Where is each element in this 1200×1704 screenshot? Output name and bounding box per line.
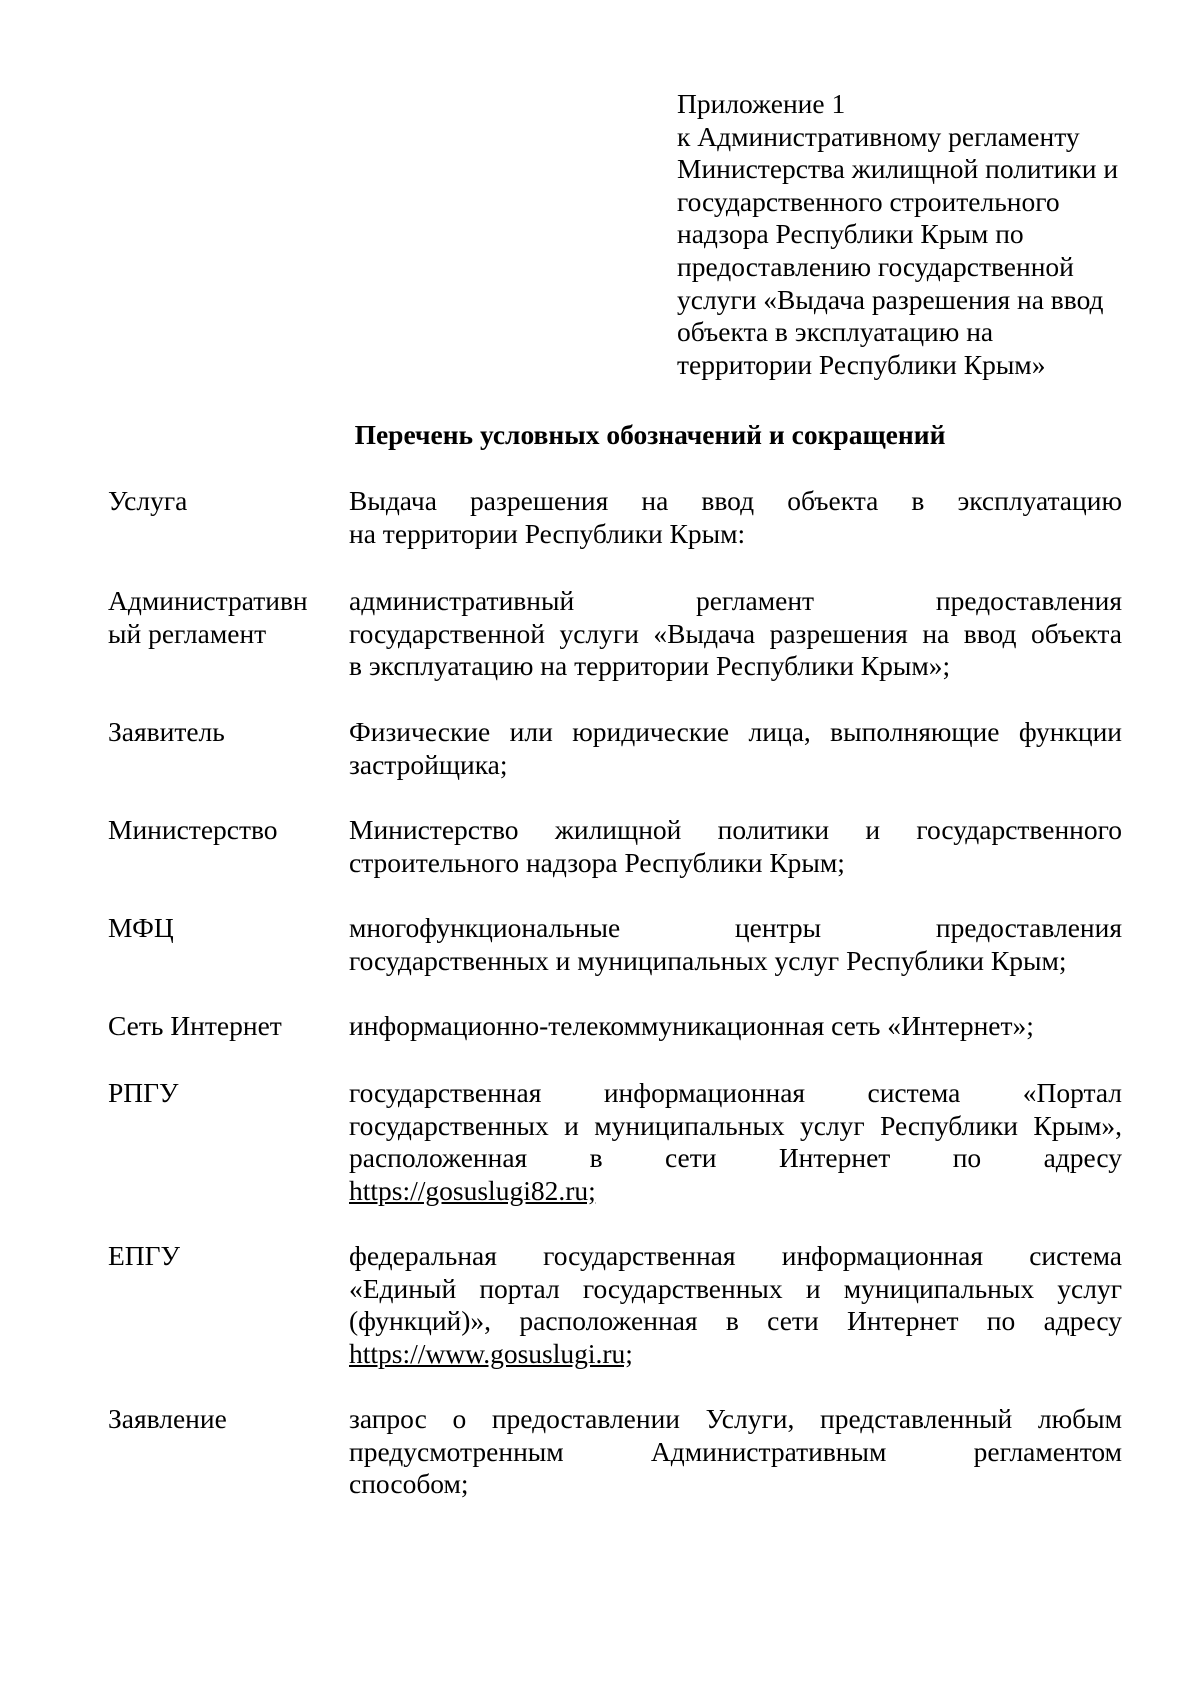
glossary-definition: [349, 912, 1122, 977]
term-line: Заявление: [108, 1403, 227, 1434]
definition-line: Министерство жилищной политики и государственного: [349, 814, 1122, 845]
term-line: МФЦ: [108, 912, 174, 943]
rpgu-link[interactable]: https://gosuslugi82.ru;: [349, 1174, 596, 1206]
glossary-definition: [349, 485, 1122, 550]
appendix-line: территории Республики Крым»: [677, 348, 1046, 380]
definition-line: многофункциональные центры предоставления: [349, 912, 1122, 943]
definition-line: на территории Республики Крым:: [349, 517, 746, 549]
glossary-term: [108, 814, 323, 847]
term-line: ЕПГУ: [108, 1240, 181, 1271]
glossary-term: [108, 912, 323, 945]
glossary-term: [108, 585, 323, 650]
definition-line: административный регламент предоставления: [349, 585, 1122, 616]
glossary-term: [108, 716, 323, 749]
glossary-term: [108, 1010, 323, 1043]
term-line: Административн: [108, 585, 308, 616]
definition-line: Выдача разрешения на ввод объекта в эксплуатацию: [349, 485, 1122, 516]
definition-line: государственной услуги «Выдача разрешения на ввод объекта: [349, 617, 1122, 649]
definition-line: строительного надзора Республики Крым;: [349, 846, 845, 878]
glossary-definition: [349, 716, 1122, 781]
glossary-definition: [349, 1240, 1122, 1370]
appendix-line: надзора Республики Крым по: [677, 218, 1024, 250]
appendix-header: [677, 88, 1177, 381]
glossary-definition: [349, 1077, 1122, 1207]
definition-line: Физические или юридические лица, выполняющие функции: [349, 716, 1122, 747]
definition-line: государственных и муниципальных услуг Республики Крым;: [349, 944, 1067, 976]
glossary-definition: [349, 814, 1122, 879]
definition-line: в эксплуатацию на территории Республики Крым»;: [349, 650, 951, 681]
definition-line: государственная информационная система «Портал: [349, 1077, 1122, 1108]
glossary-definition: [349, 585, 1122, 683]
term-line: Услуга: [108, 485, 188, 516]
epgu-link[interactable]: https://www.gosuslugi.ru;: [349, 1337, 633, 1369]
term-line: Министерство: [108, 814, 278, 845]
glossary-term: [108, 1403, 323, 1436]
glossary-definition: [349, 1403, 1122, 1501]
glossary-term: [108, 1077, 323, 1110]
appendix-line: предоставлению государственной: [677, 250, 1074, 282]
appendix-line: объекта в эксплуатацию на: [677, 316, 994, 348]
definition-line: информационно-телекоммуникационная сеть «Интернет»;: [349, 1010, 1034, 1041]
appendix-line: услуги «Выдача разрешения на ввод: [677, 283, 1104, 315]
definition-line: застройщика;: [349, 748, 508, 780]
appendix-line: Приложение 1: [677, 88, 846, 119]
definition-line: способом;: [349, 1468, 469, 1499]
term-line: ый регламент: [108, 617, 267, 649]
definition-line: предусмотренным Административным регламентом: [349, 1435, 1122, 1467]
appendix-line: Министерства жилищной политики и: [677, 153, 1119, 185]
appendix-line: к Административному регламенту: [677, 120, 1080, 152]
definition-line: (функций)», расположенная в сети Интернет по адресу: [349, 1305, 1122, 1336]
document-title: Перечень условных обозначений и сокращений: [354, 419, 946, 450]
definition-line: запрос о предоставлении Услуги, представленный любым: [349, 1403, 1122, 1434]
definition-line: государственных и муниципальных услуг Республики Крым»,: [349, 1109, 1122, 1141]
term-line: РПГУ: [108, 1077, 179, 1108]
glossary-term: [108, 485, 323, 518]
definition-line: «Единый портал государственных и муниципальных услуг: [349, 1272, 1122, 1304]
definition-line: федеральная государственная информационная система: [349, 1240, 1122, 1271]
term-line: Заявитель: [108, 716, 225, 747]
glossary-term: [108, 1240, 323, 1273]
appendix-line: государственного строительного: [677, 185, 1060, 217]
definition-line: расположенная в сети Интернет по адресу: [349, 1142, 1122, 1173]
term-line: Сеть Интернет: [108, 1010, 282, 1041]
glossary-definition: [349, 1010, 1122, 1043]
